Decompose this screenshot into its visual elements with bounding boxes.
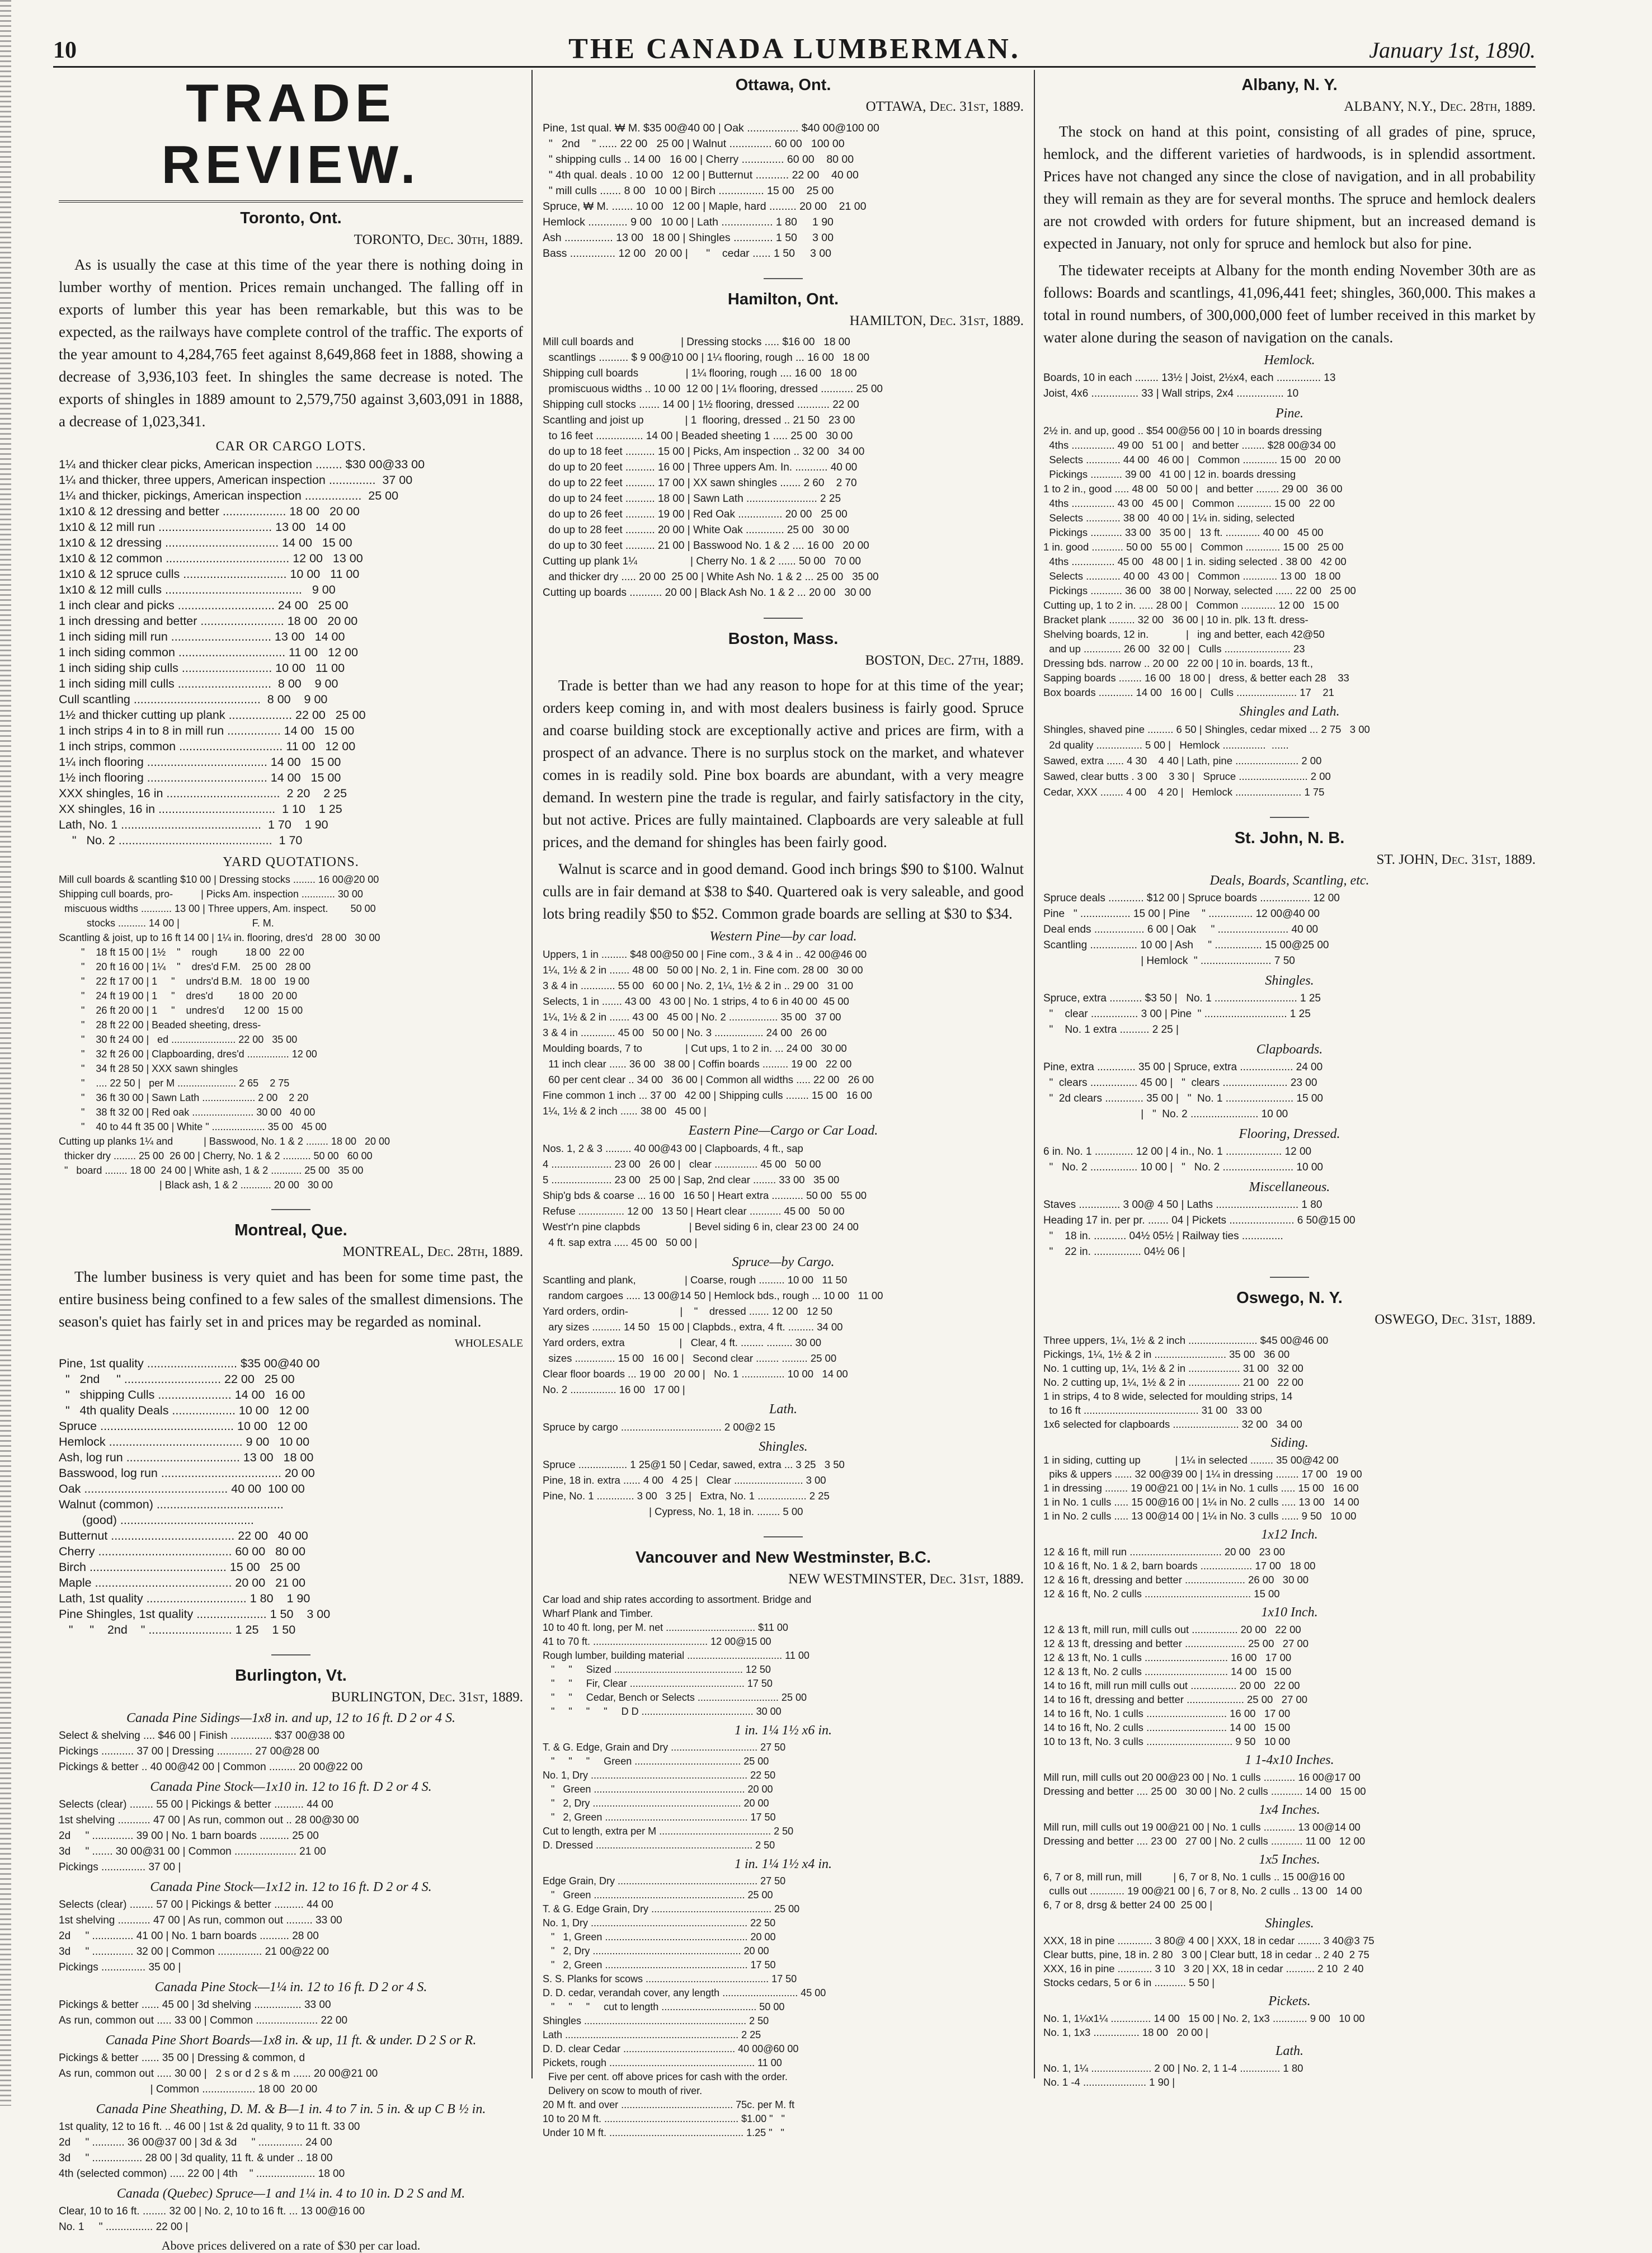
albany-section bbox=[1043, 76, 1536, 800]
dateline: ALBANY, N.Y., Dec. 28th, 1889. bbox=[1344, 99, 1536, 114]
price-table: Uppers, 1 in ......... $48 00@50 00 | Fine com., 3 & 4 in .. 42 00@46 00 1¼, 1½ & 2 in ....... 48 00 50 00 | No. 2, 1 in. Fine com. 28 00 30 00 3 & 4 in ............ 55 00 60 00 | No. 2, 1¼, 1½ & 2 in .. 29 00 31 00 Selects, 1 in ....... 43 00 43 00 | No. 1 strips, 4 to 6 in 40 00 45 00 1¼, 1½ & 2 in ....... 43 00 45 00 | No. 2 ................. 35 00 37 00 3 & 4 in ............ 45 00 50 00 | No. 3 ................. 24 00 26 00 Moulding boards, 7 to | Cut ups, 1 to 2 in. ... 24 00 30 00 11 inch clear ...... 36 00 38 00 | Coffin boards ......... 19 00 22 00 60 per cent clear .. 34 00 36 00 | Common all widths ..... 22 00 26 00 Fine common 1 inch ... 37 00 42 00 | Shipping culls ........ 15 00 16 00 1¼, 1½ & 2 inch ...... 38 00 45 00 | bbox=[543, 948, 874, 1117]
price-table: Spruce by cargo ................................... 2 00@2 15 bbox=[543, 1421, 775, 1433]
price-table: Three uppers, 1¼, 1½ & 2 inch ........................ $45 00@46 00 Pickings, 1¼, 1½ & 2 in ......................... 35 00 36 00 No. 1 cutting up, 1¼, 1½ & 2 in .................. 31 00 32 00 No. 2 cutting up, 1¼, 1½ & 2 in .................. 21 00 22 00 1 in strips, 4 to 8 wide, selected for moulding strips, 14 to 16 ft ........................................ 31 00 33 00 1x6 selected for clapboards ....................... 32 00 34 00 bbox=[1043, 1334, 1329, 1430]
dateline: TORONTO, Dec. 30th, 1889. bbox=[354, 232, 523, 247]
hamilton-section bbox=[543, 290, 1024, 601]
dateline: OTTAWA, Dec. 31st, 1889. bbox=[865, 99, 1024, 114]
subheading: Lath. bbox=[1275, 2044, 1303, 2058]
boston-section bbox=[543, 630, 1024, 1520]
subheading: Flooring, Dressed. bbox=[1239, 1127, 1340, 1141]
price-table: T. & G. Edge, Grain and Dry ............................... 27 50 " " " Green ...................................... 25 00 No. 1, Dry ........................................................ 22 50 " Green ...................................................... 20 00 " 2, Dry ..................................................... 20 00 " 2, Green ................................................... 17 50 Cut to length, extra per M ........................................ 2 50 D. Dressed ........................................................ 2 50 bbox=[543, 1742, 794, 1851]
subheading: Pickets. bbox=[1268, 1994, 1311, 2009]
subheading: Canada Pine Stock—1x10 in. 12 to 16 ft. D 2 or 4 S. bbox=[150, 1780, 432, 1794]
subheading: Canada Pine Stock—1x12 in. 12 to 16 ft. D 2 or 4 S. bbox=[150, 1880, 432, 1894]
section-title: Hamilton, Ont. bbox=[727, 290, 839, 308]
price-table: Clear, 10 to 16 ft. ........ 32 00 | No. 2, 10 to 16 ft. ... 13 00@16 00 No. 1 " ................ 22 00 | bbox=[59, 2205, 365, 2233]
price-table: 6 in. No. 1 ............. 12 00 | 4 in., No. 1 ................... 12 00 " No. 2 ................ 10 00 | " No. 2 ........................ 10 00 bbox=[1043, 1146, 1323, 1173]
issue-date: January 1st, 1890. bbox=[1369, 37, 1536, 63]
footnote: Above prices delivered on a rate of $30 per car load. bbox=[161, 2238, 421, 2252]
page-number: 10 bbox=[53, 37, 77, 63]
price-table: Mill cull boards and | Dressing stocks ..... $16 00 18 00 scantlings .......... $ 9 00@10 00 | 1¼ flooring, rough ... 16 00 18 00 Shipping cull boards | 1¼ flooring, rough .... 16 00 18 00 promiscuous widths .. 10 00 12 00 | 1¼ flooring, dressed ........... 25 00 Shipping cull stocks ....... 14 00 | 1½ flooring, dressed ........... 22 00 Scantling and joist up | 1 flooring, dressed .. 21 50 23 00 to 16 feet ................ 14 00 | Beaded sheeting 1 ..... 25 00 30 00 do up to 18 feet .......... 15 00 | Picks, Am inspection .. 32 00 34 00 do up to 20 feet .......... 16 00 | Three uppers Am. In. ........... 40 00 do up to 22 feet .......... 17 00 | XX sawn shingles ....... 2 60 2 70 do up to 24 feet .......... 18 00 | Sawn Lath ........................ 2 25 do up to 26 feet .......... 19 00 | Red Oak ............... 20 00 25 00 do up to 28 feet .......... 20 00 | White Oak ............. 25 00 30 00 do up to 30 feet .......... 21 00 | Basswood No. 1 & 2 .... 16 00 20 00 Cutting up plank 1¼ | Cherry No. 1 & 2 ...... 50 00 70 00 and thicker dry ..... 20 00 25 00 | White Ash No. 1 & 2 ... 25 00 35 00 Cutting up boards ........... 20 00 | Black Ash No. 1 & 2 ... 20 00 30 00 bbox=[543, 336, 883, 599]
subheading: Canada (Quebec) Spruce—1 and 1¼ in. 4 to 10 in. D 2 S and M. bbox=[116, 2186, 465, 2201]
dateline: HAMILTON, Dec. 31st, 1889. bbox=[849, 313, 1024, 328]
header-rule bbox=[53, 66, 1536, 68]
price-table: Car load and ship rates according to assortment. Bridge and Wharf Plank and Timber. 10 to 40 ft. long, per M. net ................................ $11 00 41 to 70 ft. ......................................... 12 00@15 00 Rough lumber, building material .................................. 11 00 " " Sized .............................................. 12 50 " " Fir, Clear ......................................... 17 50 " " Cedar, Bench or Selects ............................. 25 00 " " " " D D ........................................ 30 00 bbox=[543, 1594, 812, 1717]
subheading: 1x4 Inches. bbox=[1259, 1803, 1320, 1817]
subheading: 1 in. 1¼ 1½ x6 in. bbox=[735, 1723, 832, 1738]
price-table: 1 in siding, cutting up | 1¼ in selected ........ 35 00@42 00 piks & uppers ...... 32 00@39 00 | 1¼ in dressing ........ 17 00 19 00 1 in dressing ........ 19 00@21 00 | 1¼ in No. 1 culls ..... 15 00 16 00 1 in No. 1 culls ..... 15 00@16 00 | 1¼ in No. 2 culls ..... 13 00 14 00 1 in No. 2 culls ..... 13 00@14 00 | 1¼ in No. 3 culls ...... 9 50 10 00 bbox=[1043, 1454, 1362, 1522]
separator bbox=[271, 1654, 310, 1655]
column-rule bbox=[1034, 70, 1035, 2078]
section-title: Boston, Mass. bbox=[728, 630, 839, 648]
market-report: The stock on hand at this point, consisting of all grades of pine, spruce, hemlock, and the different varieties of hardwoods, is in splendid assortment. Prices have not changed any since the close of navigation, and in all probability they will remain as they are for several months. The spruce and hemlock dealers are not crowded with orders for future shipment, but an increased demand is expected in January, not only for spruce and hemlock but also for pine. bbox=[1043, 123, 1536, 252]
price-table: Edge Grain, Dry .................................................. 27 50 " Green ...................................................... 25 00 T. & G. Edge Grain, Dry ........................................... 25 00 No. 1, Dry ........................................................ 22 50 " 1, Green ................................................... 20 00 " 2, Dry ..................................................... 20 00 " 2, Green ................................................... 17 50 S. S. Planks for scows ............................................ 17 50 D. D. cedar, verandah cover, any length ........................... 45 00 " " " cut to length .................................. 50 00 Shingles .......................................................... 2 50 Lath .............................................................. 2 25 D. D. clear Cedar ........................................ 40 00@60 00 Pickets, rough .................................................... 11 00 Five per cent. off above prices for cash with the order. Delivery on scow to mouth of river. 20 M ft. and over ........................................ 75c. per M. ft 10 to 20 M ft. ................................................ $1.00 " " Under 10 M ft. ................................................ 1.25 " " bbox=[543, 1875, 826, 2138]
price-table: 6, 7 or 8, mill run, mill | 6, 7 or 8, No. 1 culls .. 15 00@16 00 culls out ............ 19 00@21 00 | 6, 7 or 8, No. 2 culls .. 13 00 14 00 6, 7 or 8, drsg & better 24 00 25 00 | bbox=[1043, 1871, 1362, 1911]
montreal-section bbox=[59, 1221, 523, 1638]
price-table: Selects (clear) ........ 57 00 | Pickings & better .......... 44 00 1st shelving ........... 47 00 | As run, common out ......... 33 00 2d " .............. 41 00 | No. 1 barn boards .......... 28 00 3d " .............. 32 00 | Common ............... 21 00@22 00 Pickings ............... 35 00 | bbox=[59, 1899, 342, 1973]
price-table: Mill cull boards & scantling $10 00 | Dressing stocks ........ 16 00@20 00 Shipping cull boards, pro- | Picks Am. inspection ............ 30 00 miscuous widths ........... 13 00 | Three uppers, Am. inspect. 50 00 stocks .......... 14 00 | F. M. Scantling & joist, up to 16 ft 14 00 | 1¼ in. flooring, dres'd 28 00 30 00 " 18 ft 15 00 | 1½ " rough 18 00 22 00 " 20 ft 16 00 | 1¼ " dres'd F.M. 25 00 28 00 " 22 ft 17 00 | 1 " undrs'd B.M. 18 00 19 00 " 24 ft 19 00 | 1 " dres'd 18 00 20 00 " 26 ft 20 00 | 1 " undres'd 12 00 15 00 " 28 ft 22 00 | Beaded sheeting, dress- " 30 ft 24 00 | ed ....................... 22 00 35 00 " 32 ft 26 00 | Clapboarding, dres'd ............... 12 00 " 34 ft 28 50 | XXX sawn shingles " .... 22 50 | per M ..................... 2 65 2 75 " 36 ft 30 00 | Sawn Lath ................... 2 00 2 20 " 38 ft 32 00 | Red oak ...................... 30 00 40 00 " 40 to 44 ft 35 00 | White " ................... 35 00 45 00 Cutting up planks 1¼ and | Basswood, No. 1 & 2 ........ 18 00 20 00 thicker dry ........ 25 00 26 00 | Cherry, No. 1 & 2 .......... 50 00 60 00 " board ........ 18 00 24 00 | White ash, 1 & 2 ........... 25 00 35 00 | Black ash, 1 & 2 ........... 20 00 30 00 bbox=[59, 874, 390, 1191]
table-heading: CAR OR CARGO LOTS. bbox=[215, 439, 366, 454]
subheading: Shingles. bbox=[1265, 1916, 1314, 1931]
subheading: Canada Pine Stock—1¼ in. 12 to 16 ft. D 2 or 4 S. bbox=[154, 1980, 427, 1995]
section-title: Burlington, Vt. bbox=[235, 1667, 347, 1685]
subheading: 1x5 Inches. bbox=[1259, 1852, 1320, 1867]
masthead: TRADE REVIEW. bbox=[59, 73, 523, 203]
dateline: BOSTON, Dec. 27th, 1889. bbox=[865, 653, 1024, 668]
section-title: St. John, N. B. bbox=[1234, 829, 1345, 847]
oswego-section bbox=[1043, 1289, 1536, 2089]
column-3 bbox=[1043, 73, 1536, 2087]
price-table: 12 & 16 ft, mill run ................................ 20 00 23 00 10 & 16 ft, No. 1 & 2, barn boards .................. 17 00 18 00 12 & 16 ft, dressing and better ..................... 26 00 30 00 12 & 16 ft, No. 2 culls ..................................... 15 00 bbox=[1043, 1546, 1316, 1600]
price-table: Pickings & better ...... 35 00 | Dressing & common, d As run, common out ..... 30 00 | 2 s or d 2 s & m ...... 20 00@21 00 | Common .................. 18 00 20 00 bbox=[59, 2052, 378, 2095]
vancouver-section bbox=[543, 1549, 1024, 2140]
price-table: Boards, 10 in each ........ 13½ | Joist, 2½x4, each ............... 13 Joist, 4x6 ................ 33 | Wall strips, 2x4 ................ 10 bbox=[1043, 372, 1336, 399]
subheading: Miscellaneous. bbox=[1249, 1180, 1330, 1194]
market-report: Walnut is scarce and in good demand. Good inch brings $90 to $100. Walnut culls are in fair demand at $38 to $40. Quartered oak is very saleable, and good lots bring readily $50 to $52. Common grade boards are selling at $30 to $34. bbox=[543, 860, 1024, 922]
dateline: NEW WESTMINSTER, Dec. 31st, 1889. bbox=[788, 1572, 1024, 1587]
price-table: 1st quality, 12 to 16 ft. .. 46 00 | 1st & 2d quality, 9 to 11 ft. 33 00 2d " ........... 36 00@37 00 | 3d & 3d " ............... 24 00 3d " ................. 28 00 | 3d quality, 11 ft. & under .. 18 00 4th (selected common) ..... 22 00 | 4th " .................... 18 00 bbox=[59, 2121, 360, 2180]
price-table: Mill run, mill culls out 19 00@21 00 | No. 1 culls ........... 13 00@14 00 Dressing and better .... 23 00 27 00 | No. 2 culls ........... 11 00 12 00 bbox=[1043, 1821, 1366, 1847]
subheading: Spruce—by Cargo. bbox=[732, 1255, 835, 1269]
subheading: 1x12 Inch. bbox=[1261, 1527, 1318, 1542]
price-table: Pine, 1st qual. ₩ M. $35 00@40 00 | Oak ................. $40 00@100 00 " 2nd " ...... 22 00 25 00 | Walnut .............. 60 00 100 00 " shipping culls .. 14 00 16 00 | Cherry .............. 60 00 80 00 " 4th qual. deals . 10 00 12 00 | Butternut ........... 22 00 40 00 " mill culls ....... 8 00 10 00 | Birch ............... 15 00 25 00 Spruce, ₩ M. ....... 10 00 12 00 | Maple, hard ......... 20 00 21 00 Hemlock ............. 9 00 10 00 | Lath ................. 1 80 1 90 Ash ................ 13 00 18 00 | Shingles ............. 1 50 3 00 Bass ............... 12 00 20 00 | " cedar ...... 1 50 3 00 bbox=[543, 122, 879, 260]
price-table: Pickings & better ...... 45 00 | 3d shelving ................ 33 00 As run, common out ..... 33 00 | Common ..................... 22 00 bbox=[59, 1999, 348, 2026]
column-label: WHOLESALE bbox=[454, 1337, 523, 1349]
dateline: ST. JOHN, Dec. 31st, 1889. bbox=[1376, 852, 1536, 867]
column-1 bbox=[59, 73, 523, 2252]
market-report: The tidewater receipts at Albany for the month ending November 30th are as follows: Boards and scantlings, 41,096,441 feet; shingles, 360,000. This makes a total in round numbers, of 300,000,000 feet of lumber received in this market by water alone during the season of navigation on the canals. bbox=[1043, 262, 1536, 346]
subheading: Deals, Boards, Scantling, etc. bbox=[1209, 873, 1369, 888]
price-table: Shingles, shaved pine ......... 6 50 | Shingles, cedar mixed ... 2 75 3 00 2d quality ................ 5 00 | Hemlock ............... ...... Sawed, extra ...... 4 30 4 40 | Lath, pine ...................... 2 00 Sawed, clear butts . 3 00 3 30 | Spruce ........................ 2 00 Cedar, XXX ........ 4 00 4 20 | Hemlock ....................... 1 75 bbox=[1043, 723, 1370, 798]
price-table: Pine, 1st quality ........................... $35 00@40 00 " 2nd " ............................. 22 00 25 00 " shipping Culls ...................... 14 00 16 00 " 4th quality Deals ................... 10 00 12 00 Spruce ........................................ 10 00 12 00 Hemlock ........................................ 9 00 10 00 Ash, log run .................................. 13 00 18 00 Basswood, log run .................................... 20 00 Oak ........................................... 40 00 100 00 Walnut (common) ...................................... (good) ........................................ Butternut ..................................... 22 00 40 00 Cherry ........................................ 60 00 80 00 Birch ......................................... 15 00 25 00 Maple ......................................... 20 00 21 00 Lath, 1st quality .............................. 1 80 1 90 Pine Shingles, 1st quality ..................... 1 50 3 00 " " 2nd " ......................... 1 25 1 50 bbox=[59, 1357, 331, 1636]
st-john-section bbox=[1043, 829, 1536, 1260]
market-report: Trade is better than we had any reason to hope for at this time of the year; orders keep coming in, and with most dealers business is fairly good. Spruce and coarse building stock are exceptionally active and prices are firm, with a prospect of an advance. There is no surplus stock on the market, and whatever comes in is readily sold. Pine box boards are abundant, with a very meagre demand. In western pine the trade is regular, and fairly satisfactory in the city, but not active. Prices are fully maintained. Clapboards are very saleable at full prices, and the demand for shingles has been fairly good. bbox=[543, 677, 1024, 850]
price-table: Select & shelving .... $46 00 | Finish .............. $37 00@38 00 Pickings ........... 37 00 | Dressing ............ 27 00@28 00 Pickings & better .. 40 00@42 00 | Common ......... 20 00@22 00 bbox=[59, 1730, 363, 1773]
separator bbox=[764, 278, 803, 279]
page-header bbox=[53, 32, 1536, 64]
price-table: 1¼ and thicker clear picks, American inspection ........ $30 00@33 00 1¼ and thicker, three uppers, American inspection .............. 37 00 1¼ and thicker, pickings, American inspection ................. 25 00 1x10 & 12 dressing and better ................... 18 00 20 00 1x10 & 12 mill run .................................. 13 00 14 00 1x10 & 12 dressing .................................. 14 00 15 00 1x10 & 12 common ..................................... 12 00 13 00 1x10 & 12 spruce culls ............................... 10 00 11 00 1x10 & 12 mill culls ......................................... 9 00 1 inch clear and picks ............................. 24 00 25 00 1 inch dressing and better ......................... 18 00 20 00 1 inch siding mill run .............................. 13 00 14 00 1 inch siding common ................................ 11 00 12 00 1 inch siding ship culls ........................... 10 00 11 00 1 inch siding mill culls ............................ 8 00 9 00 Cull scantling ...................................... 8 00 9 00 1½ and thicker cutting up plank ................... 22 00 25 00 1 inch strips 4 in to 8 in mill run ................ 14 00 15 00 1 inch strips, common ............................... 11 00 12 00 1¼ inch flooring .................................... 14 00 15 00 1½ inch flooring .................................... 14 00 15 00 XXX shingles, 16 in .................................. 2 20 2 25 XX shingles, 16 in ................................... 1 10 1 25 Lath, No. 1 .......................................... 1 70 1 90 " No. 2 .............................................. 1 70 bbox=[59, 458, 425, 847]
separator bbox=[764, 618, 803, 619]
market-report: As is usually the case at this time of the year there is nothing doing in lumber worthy of mention. Prices remain unchanged. The falling off in exports of lumber this year has been remarkable, but this was to be expected, as the railways have complete control of the traffic. The exports of the year amount to 4,284,765 feet against 8,649,868 feet in 1888, showing a decrease of 3,936,103 feet. In shingles the same decrease is noted. The exports of shingles in 1889 amount to 2,579,750 against 3,603,091 in 1888, a decrease of 1,023,341. bbox=[59, 256, 523, 430]
price-table: No. 1, 1¼ ..................... 2 00 | No. 2, 1 1-4 .............. 1 80 No. 1 -4 ...................... 1 90 | bbox=[1043, 2062, 1303, 2088]
column-rule bbox=[531, 70, 533, 2078]
price-table: Pine, extra ............. 35 00 | Spruce, extra .................. 24 00 " clears ................ 45 00 | " clears ...................... 23 00 " 2d clears ............. 35 00 | " No. 1 ....................... 15 00 | " No. 2 ....................... 10 00 bbox=[1043, 1061, 1323, 1120]
separator bbox=[1270, 817, 1309, 818]
subheading: Shingles and Lath. bbox=[1239, 704, 1340, 719]
subheading: Pine. bbox=[1276, 406, 1303, 421]
section-title: Ottawa, Ont. bbox=[735, 76, 831, 94]
price-table: 12 & 13 ft, mill run, mill culls out ................ 20 00 22 00 12 & 13 ft, dressing and better ..................... 25 00 27 00 12 & 13 ft, No. 1 culls ............................. 16 00 17 00 12 & 13 ft, No. 2 culls ............................. 14 00 15 00 14 to 16 ft, mill run mill culls out ................ 20 00 22 00 14 to 16 ft, dressing and better .................... 25 00 27 00 14 to 16 ft, No. 1 culls ............................ 16 00 17 00 14 to 16 ft, No. 2 culls ............................ 14 00 15 00 10 to 13 ft, No. 3 culls .............................. 9 50 10 00 bbox=[1043, 1624, 1309, 1747]
price-table: Nos. 1, 2 & 3 ......... 40 00@43 00 | Clapboards, 4 ft., sap 4 ..................... 23 00 26 00 | clear ............... 45 00 50 00 5 ..................... 23 00 25 00 | Sap, 2nd clear ........ 33 00 35 00 Ship'g bds & coarse ... 16 00 16 50 | Heart extra ........... 50 00 55 00 Refuse ................ 12 00 13 50 | Heart clear ........... 45 00 50 00 West'r'n pine clapbds | Bevel siding 6 in, clear 23 00 24 00 4 ft. sap extra ..... 45 00 50 00 | bbox=[543, 1142, 867, 1248]
binding-edge bbox=[0, 0, 11, 2106]
dateline: BURLINGTON, Dec. 31st, 1889. bbox=[331, 1690, 523, 1705]
ottawa-section bbox=[543, 76, 1024, 261]
separator bbox=[764, 1536, 803, 1537]
burlington-section bbox=[59, 1667, 523, 2253]
price-table: Selects (clear) ........ 55 00 | Pickings & better .......... 44 00 1st shelving ........... 47 00 | As run, common out .. 28 00@30 00 2d " .............. 39 00 | No. 1 barn boards .......... 25 00 3d " ....... 30 00@31 00 | Common ..................... 21 00 Pickings ............... 37 00 | bbox=[59, 1799, 359, 1873]
price-table: No. 1, 1¼x1¼ .............. 14 00 15 00 | No. 2, 1x3 ............ 9 00 10 00 No. 1, 1x3 ................ 18 00 20 00 | bbox=[1043, 2012, 1365, 2038]
paper-title: THE CANADA LUMBERMAN. bbox=[568, 33, 1020, 65]
subheading: Clapboards. bbox=[1256, 1042, 1323, 1057]
section-title: Albany, N. Y. bbox=[1241, 76, 1338, 94]
dateline: OSWEGO, Dec. 31st, 1889. bbox=[1375, 1312, 1536, 1327]
subheading: Western Pine—by car load. bbox=[709, 929, 857, 944]
price-table: 2½ in. and up, good .. $54 00@56 00 | 10 in boards dressing 4ths ............... 49 00 51 00 | and better ........ $28 00@34 00 Selects ............ 44 00 46 00 | Common ............ 15 00 20 00 Pickings ........... 39 00 41 00 | 12 in. boards dressing 1 to 2 in., good ..... 48 00 50 00 | and better ........ 29 00 36 00 4ths ............... 43 00 45 00 | Common ............ 15 00 22 00 Selects ............ 38 00 40 00 | 1¼ in. siding, selected Pickings ........... 33 00 35 00 | 13 ft. ............ 40 00 45 00 1 in. good ........... 50 00 55 00 | Common ............ 15 00 25 00 4ths ............... 45 00 48 00 | 1 in. siding selected . 38 00 42 00 Selects ............ 40 00 43 00 | Common ............ 13 00 18 00 Pickings ........... 36 00 38 00 | Norway, selected ...... 22 00 25 00 Cutting up, 1 to 2 in. ..... 28 00 | Common ............ 12 00 15 00 Bracket plank ......... 32 00 36 00 | 10 in. plk. 13 ft. dress- Shelving boards, 12 in. | ing and better, each 42@50 and up ............. 26 00 32 00 | Culls ....................... 23 Dressing bds. narrow .. 20 00 22 00 | 10 in. boards, 13 ft., Sapping boards ........ 16 00 18 00 | dress, & better each 28 33 Box boards ............ 14 00 16 00 | Culls ..................... 17 21 bbox=[1043, 425, 1356, 698]
subheading: Eastern Pine—Cargo or Car Load. bbox=[688, 1123, 878, 1138]
subheading: Canada Pine Sidings—1x8 in. and up, 12 to 16 ft. D 2 or 4 S. bbox=[126, 1711, 455, 1725]
section-title: Toronto, Ont. bbox=[240, 209, 342, 227]
price-table: Spruce ................. 1 25@1 50 | Cedar, sawed, extra ... 3 25 3 50 Pine, 18 in. extra ...... 4 00 4 25 | Clear ........................ 3 00 Pine, No. 1 ............. 3 00 3 25 | Extra, No. 1 ................. 2 25 | Cypress, No. 1, 18 in. ........ 5 00 bbox=[543, 1459, 845, 1517]
price-table: Mill run, mill culls out 20 00@23 00 | No. 1 culls ........... 16 00@17 00 Dressing and better .... 25 00 30 00 | No. 2 culls ........... 14 00 15 00 bbox=[1043, 1771, 1366, 1797]
section-title: Montreal, Que. bbox=[234, 1221, 347, 1239]
table-heading: YARD QUOTATIONS. bbox=[223, 855, 359, 869]
separator bbox=[1270, 1277, 1309, 1278]
subheading: Shingles. bbox=[759, 1440, 808, 1454]
market-report: The lumber business is very quiet and has been for some time past, the entire business being confined to a few sales of the smallest dimensions. The season's quiet has fairly set in and prices may be regarded as nominal. bbox=[59, 1268, 523, 1330]
section-title: Vancouver and New Westminster, B.C. bbox=[635, 1549, 931, 1567]
subheading: Shingles. bbox=[1265, 973, 1314, 988]
subheading: Canada Pine Sheathing, D. M. & B—1 in. 4 to 7 in. 5 in. & up C B ½ in. bbox=[96, 2102, 486, 2116]
column-2 bbox=[543, 73, 1024, 2138]
subheading: Lath. bbox=[769, 1402, 797, 1417]
subheading: Hemlock. bbox=[1264, 353, 1315, 368]
price-table: Spruce, extra ........... $3 50 | No. 1 ............................ 1 25 " clear ................ 3 00 | Pine " ............................ 1 25 " No. 1 extra .......... 2 25 | bbox=[1043, 993, 1321, 1036]
toronto-section bbox=[59, 209, 523, 1192]
subheading: Siding. bbox=[1270, 1436, 1309, 1450]
dateline: MONTREAL, Dec. 28th, 1889. bbox=[342, 1244, 523, 1259]
price-table: Staves .............. 3 00@ 4 50 | Laths ............................ 1 80 Heading 17 in. per pr. ....... 04 | Pickets ...................... 6 50@15 00 " 18 in. ........... 04½ 05½ | Railway ties .............. " 22 in. ................ 04½ 06 | bbox=[1043, 1199, 1356, 1258]
subheading: Canada Pine Short Boards—1x8 in. & up, 11 ft. & under. D 2 S or R. bbox=[105, 2033, 477, 2048]
subheading: 1 in. 1¼ 1½ x4 in. bbox=[735, 1857, 832, 1871]
price-table: Spruce deals ............ $12 00 | Spruce boards ................. 12 00 Pine " ................. 15 00 | Pine " ............... 12 00@40 00 Deal ends ................. 6 00 | Oak " ........................ 40 00 Scantling ................ 10 00 | Ash " ................ 15 00@25 00 | Hemlock " ........................ 7 50 bbox=[1043, 892, 1340, 967]
subheading: 1x10 Inch. bbox=[1261, 1605, 1318, 1620]
price-table: Scantling and plank, | Coarse, rough ......... 10 00 11 50 random cargoes ..... 13 00@14 50 | Hemlock bds., rough ... 10 00 11 00 Yard orders, ordin- | " dressed ....... 12 00 12 50 ary sizes .......... 14 50 15 00 | Clapbds., extra, 4 ft. ......... 34 00 Yard orders, extra | Clear, 4 ft. ........ ......... 30 00 sizes .............. 15 00 16 00 | Second clear ........ ......... 25 00 Clear floor boards ... 19 00 20 00 | No. 1 ............... 10 00 14 00 No. 2 ................ 16 00 17 00 | bbox=[543, 1274, 883, 1395]
section-title: Oswego, N. Y. bbox=[1236, 1289, 1343, 1307]
subheading: 1 1-4x10 Inches. bbox=[1245, 1753, 1334, 1767]
separator bbox=[271, 1209, 310, 1210]
price-table: XXX, 18 in pine ............ 3 80@ 4 00 | XXX, 18 in cedar ........ 3 40@3 75 Clear butts, pine, 18 in. 2 80 3 00 | Clear butt, 18 in cedar .. 2 40 2 75 XXX, 16 in pine ............ 3 10 3 20 | XX, 18 in cedar .......... 2 10 2 40 Stocks cedars, 5 or 6 in ........... 5 50 | bbox=[1043, 1935, 1375, 1988]
